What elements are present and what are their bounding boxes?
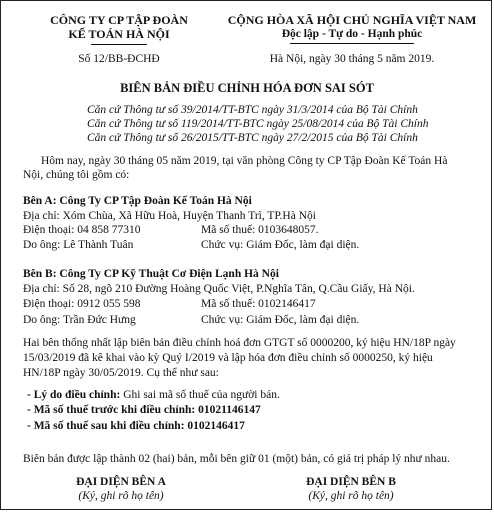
party-a-position: Chức vụ: Giám Đốc, làm đại diện. bbox=[201, 239, 360, 251]
signature-a-title: ĐẠI DIỆN BÊN A bbox=[76, 476, 166, 488]
party-a-heading: Bên A: Công Ty CP Tập Đoàn Kế Toán Hà Nội bbox=[23, 195, 252, 207]
party-a-address: Địa chỉ: Xóm Chùa, Xã Hữu Hoà, Huyện Thanh Trì, TP.Hà Nội bbox=[23, 210, 316, 222]
party-b-address: Địa chỉ: Số 28, ngõ 210 Đường Hoàng Quốc Việt, P.Nghĩa Tân, Q.Cầu Giấy, Hà Nội. bbox=[23, 283, 415, 295]
detail-reason-label: - Lý do điều chỉnh: bbox=[27, 389, 121, 401]
intro-line-1: Hôm nay, ngày 30 tháng 05 năm 2019, tại văn phòng Công ty CP Tập Đoàn Kế Toán Hà bbox=[41, 155, 448, 167]
agreement-line-3: HN/18P ngày 30/05/2019. Cụ thể như sau: bbox=[23, 367, 219, 379]
party-a-tax-code: Mã số thuế: 0103648057. bbox=[201, 224, 319, 236]
intro-line-2: Nội, chúng tôi gồm có: bbox=[23, 169, 130, 181]
party-b-position: Chức vụ: Giám Đốc, làm đại diện. bbox=[201, 314, 360, 326]
agreement-line-1: Hai bên thống nhất lập biên bản điều chỉnh hoá đơn GTGT số 0000200, ký hiệu HN/18P ngày bbox=[23, 337, 456, 349]
detail-reason bbox=[27, 388, 280, 402]
agreement-line-2: 15/03/2019 đã kê khai vào kỳ Quý I/2019 và lập hóa đơn điều chỉnh số 0000250, ký hiệu bbox=[23, 352, 433, 364]
signature-b-title: ĐẠI DIỆN BÊN B bbox=[306, 476, 396, 488]
party-b-tax-code: Mã số thuế: 0102146417 bbox=[201, 298, 316, 310]
party-b-phone: Điện thoại: 0912 055 598 bbox=[23, 298, 141, 310]
company-name-line2: KẾ TOÁN HÀ NỘI bbox=[68, 27, 170, 41]
detail-tax-before: - Mã số thuế trước khi điều chỉnh: 01021146147 bbox=[27, 404, 261, 416]
nation-title: CỘNG HÒA XÃ HỘI CHỦ NGHĨA VIỆT NAM bbox=[227, 13, 477, 27]
party-b-heading: Bên B: Công Ty CP Kỹ Thuật Cơ Điện Lạnh Hà Nội bbox=[23, 268, 279, 280]
document-number: Số 12/BB-ĐCHĐ bbox=[78, 53, 160, 65]
company-name-line1: CÔNG TY CP TẬP ĐOÀN bbox=[50, 13, 188, 27]
party-b-representative: Do ông: Trần Đức Hưng bbox=[23, 314, 136, 326]
document-title: BIÊN BẢN ĐIỀU CHỈNH HÓA ĐƠN SAI SÓT bbox=[120, 81, 374, 95]
signature-a-note: (Ký, ghi rõ họ tên) bbox=[78, 490, 164, 502]
date-place: Hà Nội, ngày 30 tháng 5 năm 2019. bbox=[269, 53, 435, 65]
legal-basis-1: Căn cứ Thông tư số 39/2014/TT-BTC ngày 31/3/2014 của Bộ Tài Chính bbox=[87, 104, 418, 116]
legal-basis-3: Căn cứ Thông tư số 26/2015/TT-BTC ngày 27/2/2015 của Bộ Tài Chính bbox=[87, 132, 418, 144]
closing-statement: Biên bản được lập thành 02 (hai) bản, mỗi bên giữ 01 (một) bản, có giá trị pháp lý như nhau. bbox=[23, 453, 450, 465]
motto-underline bbox=[290, 43, 414, 44]
company-underline bbox=[91, 44, 147, 45]
nation-motto: Độc lập - Tự do - Hạnh phúc bbox=[281, 28, 423, 40]
signature-b-note: (Ký, ghi rõ họ tên) bbox=[308, 490, 394, 502]
party-a-phone: Điện thoại: 04 858 77310 bbox=[23, 224, 141, 236]
detail-reason-value: Ghi sai mã số thuế của người bán. bbox=[120, 389, 280, 401]
legal-basis-2: Căn cứ Thông tư số 119/2014/TT-BTC ngày 25/08/2014 của Bộ Tài Chính bbox=[87, 118, 429, 130]
party-a-representative: Do ông: Lê Thành Tuân bbox=[23, 239, 134, 251]
detail-tax-after: - Mã số thuế sau khi điều chỉnh: 0102146417 bbox=[27, 420, 245, 432]
